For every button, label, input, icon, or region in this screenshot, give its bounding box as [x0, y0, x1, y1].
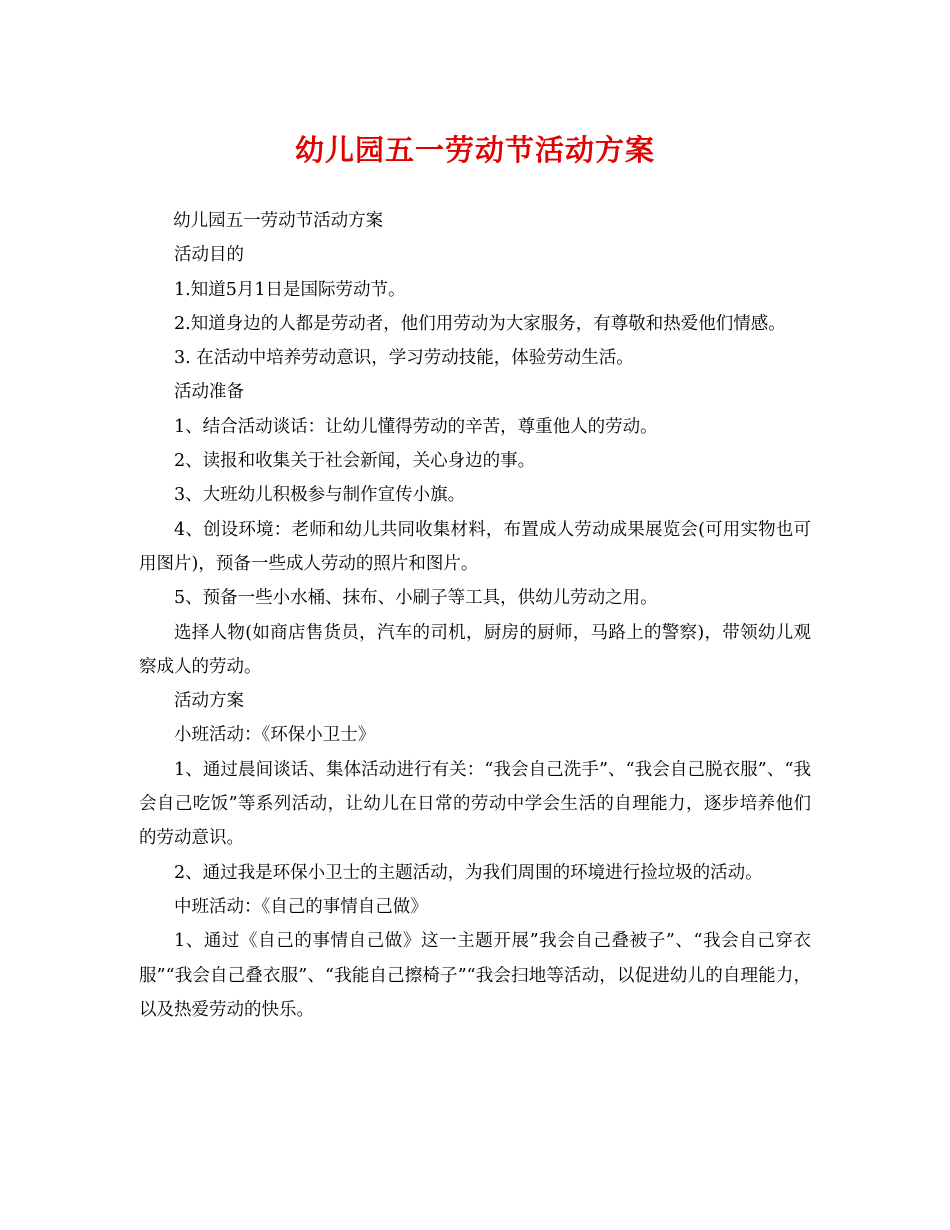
heading-activity-preparation: 活动准备: [174, 382, 244, 403]
paragraph-prep-4: 4、创设环境：老师和幼儿共同收集材料，布置成人劳动成果展览会(可用实物也可用图片)，预备一些成人劳动的照片和图片。: [139, 519, 811, 574]
paragraph-prep-5: 5、预备一些小水桶、抹布、小刷子等工具，供幼儿劳动之用。: [174, 588, 658, 609]
paragraph-subtitle: 幼儿园五一劳动节活动方案: [173, 211, 384, 231]
paragraph-prep-2: 2、读报和收集关于社会新闻，关心身边的事。: [174, 451, 536, 472]
heading-small-class: 小班活动：《环保小卫士》: [174, 725, 376, 746]
heading-activity-plan: 活动方案: [174, 691, 244, 712]
paragraph-goal-1: 1.知道5月1日是国际劳动节。: [174, 279, 406, 300]
document-body: [139, 204, 811, 1027]
paragraph-goal-3: 3. 在活动中培养劳动意识，学习劳动技能，体验劳动生活。: [174, 348, 634, 369]
document-title: 幼儿园五一劳动节活动方案: [294, 133, 655, 167]
paragraph-prep-1: 1、结合活动谈话：让幼儿懂得劳动的辛苦，尊重他人的劳动。: [174, 416, 658, 437]
heading-middle-class: 中班活动：《自己的事情自己做》: [174, 896, 428, 917]
heading-activity-goals: 活动目的: [174, 245, 244, 266]
paragraph-small-class-2: 2、通过我是环保小卫士的主题活动，为我们周围的环境进行捡垃圾的活动。: [174, 862, 763, 883]
paragraph-prep-3: 3、大班幼儿积极参与制作宣传小旗。: [174, 485, 466, 506]
paragraph-choose-people: 选择人物(如商店售货员，汽车的司机，厨房的厨师，马路上的警察)，带领幼儿观察成人的劳动。: [139, 622, 811, 677]
paragraph-goal-2: 2.知道身边的人都是劳动者，他们用劳动为大家服务，有尊敬和热爱他们情感。: [174, 313, 786, 334]
paragraph-middle-class-1: 1、通过《自己的事情自己做》这一主题开展”我会自己叠被子”、“我会自己穿衣服”“我会自己叠衣服”、“我能自己擦椅子”“我会扫地等活动，以促进幼儿的自理能力，以及热爱劳动的快乐。: [139, 931, 811, 1020]
paragraph-small-class-1: 1、通过晨间谈话、集体活动进行有关：“我会自己洗手”、“我会自己脱衣服”、“我会自己吃饭”等系列活动，让幼儿在日常的劳动中学会生活的自理能力，逐步培养他们的劳动意识。: [139, 759, 811, 849]
